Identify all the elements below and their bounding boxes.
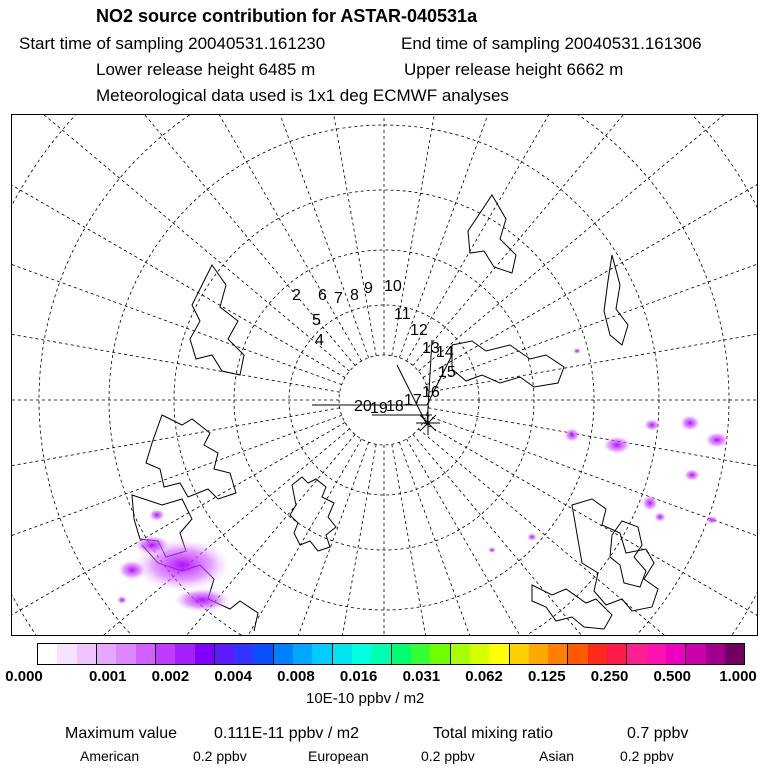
lower-height-label: Lower release height 6485 m [96,60,316,79]
plume-patch [174,588,230,612]
latitude-circle [12,115,757,635]
meridian-line [423,423,757,636]
colorbar-tick-label: 0.008 [277,668,315,685]
coastline-greenland [290,477,336,551]
colorbar-segment [607,644,627,664]
plume-patch [527,533,537,541]
trajectory-label: 8 [350,287,359,304]
plume-patch [603,436,631,454]
meridian-line [12,115,355,366]
colorbar-segment [647,644,666,664]
colorbar-segment [57,644,76,664]
colorbar-segment [666,644,686,664]
meridian-line [392,115,540,356]
asian-value: 0.2 ppbv [620,748,674,764]
trajectory-label: 4 [315,332,324,349]
plume-patch [705,432,729,448]
plume-patch [117,596,127,604]
trajectory-label: 19 [370,400,388,417]
colorbar-segment [392,644,411,664]
meridian-line [12,115,362,361]
meridian-line [407,439,758,635]
european-label: European [308,748,369,764]
trajectory-label: 6 [318,287,327,304]
colorbar-segment [136,644,156,664]
coastline-canada [146,415,236,499]
meridian-line [399,115,691,358]
meridian-line [12,115,350,371]
coastline-siberia [452,341,564,387]
european-value: 0.2 ppbv [421,748,475,764]
meridian-line [426,415,757,635]
colorbar-tick-label: 0.016 [339,668,378,685]
trajectory-label: 7 [334,290,343,307]
colorbar-segment [293,644,312,664]
colorbar-segment [175,644,194,664]
trajectory-label: 18 [386,398,404,415]
colorbar-tick-label: 0.250 [590,668,629,685]
trajectory-label: 5 [312,312,321,329]
total-mixing-label: Total mixing ratio [433,725,554,742]
plume-patch [118,560,146,580]
met-data-label: Meteorological data used is 1x1 deg ECMWF analyses [96,86,509,105]
meridian-line [12,115,342,385]
coastline-alaska [190,265,244,375]
colorbar-segment [725,644,744,664]
lat-lon-grid [12,115,757,635]
colorbar-segment [274,644,293,664]
plume-patch [684,469,700,481]
meridian-line [413,115,757,366]
colorbar-segment [371,644,391,664]
total-mixing-value: 0.7 ppbv [627,725,689,742]
colorbar-unit: 10E-10 ppbv / m2 [306,690,425,707]
colorbar-tick-label: 0.125 [528,668,566,685]
colorbar-segment [489,644,509,664]
meridian-line [12,408,340,556]
map-panel [11,114,758,636]
american-value: 0.2 ppbv [193,748,247,764]
plume-patch [706,516,718,524]
colorbar-segment [627,644,646,664]
colorbar-segment [568,644,587,664]
colorbar-segment [234,644,253,664]
colorbar-segment [97,644,116,664]
coastline-russia-east [468,195,516,273]
colorbar-tick-label: 0.062 [465,668,503,685]
colorbar-segment [430,644,450,664]
trajectory-label: 17 [404,392,422,409]
colorbar-segment [451,644,470,664]
plume-patch [149,509,165,521]
meridian-line [228,115,376,356]
colorbar-segment [253,644,273,664]
coastline-kamchatka [604,255,628,345]
colorbar-tick-label: 0.004 [214,668,252,685]
colorbar-segment [333,644,352,664]
colorbar-segment [510,644,529,664]
colorbar-segment [352,644,371,664]
colorbar-segment [529,644,548,664]
trajectory-label: 15 [438,364,456,381]
colorbar-segment [588,644,607,664]
plume-patch [134,535,170,555]
coastline-bottom [532,585,612,629]
colorbar-segment [215,644,234,664]
max-value-label: Maximum value [65,725,178,742]
colorbar-tick-label: 1.000 [719,668,757,685]
plume-patch [488,547,496,553]
meridian-line [428,244,757,392]
plume-patch [642,495,658,511]
meridian-line [413,434,757,635]
colorbar-tick-label: 0.002 [151,668,190,685]
asian-label: Asian [539,748,575,764]
plume-patch [680,415,700,431]
colorbar-segment [411,644,430,664]
plume-patch [573,348,581,354]
coastline-scandinavia [610,521,646,587]
upper-height-label: Upper release height 6662 m [404,60,624,79]
colorbar-segment [38,644,57,664]
meridian-line [399,442,691,635]
meridian-line [228,444,376,635]
colorbar-segment [156,644,175,664]
trajectory-label: 13 [422,340,440,357]
end-time-label: End time of sampling 20040531.161306 [401,34,702,53]
max-value: 0.111E-11 ppbv / m2 [214,725,359,742]
trajectory-label: 10 [384,278,402,295]
colorbar-segment [470,644,489,664]
colorbar-segment [195,644,215,664]
trajectory-label: 20 [354,398,372,415]
colorbar-segment [686,644,705,664]
american-label: American [80,748,140,764]
polar-map [12,115,757,635]
colorbar-segment [116,644,135,664]
plot-title: NO2 source contribution for ASTAR-040531a [96,6,478,26]
plume-patch [644,419,660,431]
start-time-label: Start time of sampling 20040531.161230 [19,34,326,53]
colorbar-tick-label: 0.031 [402,668,441,685]
meridian-line [76,115,368,358]
meridian-line [428,408,757,556]
trajectory-labels [292,278,456,417]
trajectory-label: 12 [410,322,428,339]
meridian-line [12,244,340,392]
meridian-line [407,115,758,361]
colorbar-segment [548,644,568,664]
latitude-circle [12,115,757,635]
colorbar-segment [77,644,97,664]
trajectory-label: 14 [436,344,454,361]
meridian-line [418,429,757,635]
trajectory-label: 11 [394,306,411,323]
plume-patch [654,512,666,522]
trajectory-label: 16 [422,384,440,401]
trajectory-label: 2 [292,287,301,304]
colorbar [37,643,745,665]
colorbar-tick-label: 0.500 [653,668,692,685]
colorbar-segment [312,644,332,664]
colorbar-tick-label: 0.000 [5,668,43,685]
colorbar-segment [706,644,725,664]
plume-patch [564,428,580,442]
colorbar-tick-label: 0.001 [88,668,127,685]
meridian-line [392,444,540,635]
trajectory-label: 9 [364,280,373,297]
